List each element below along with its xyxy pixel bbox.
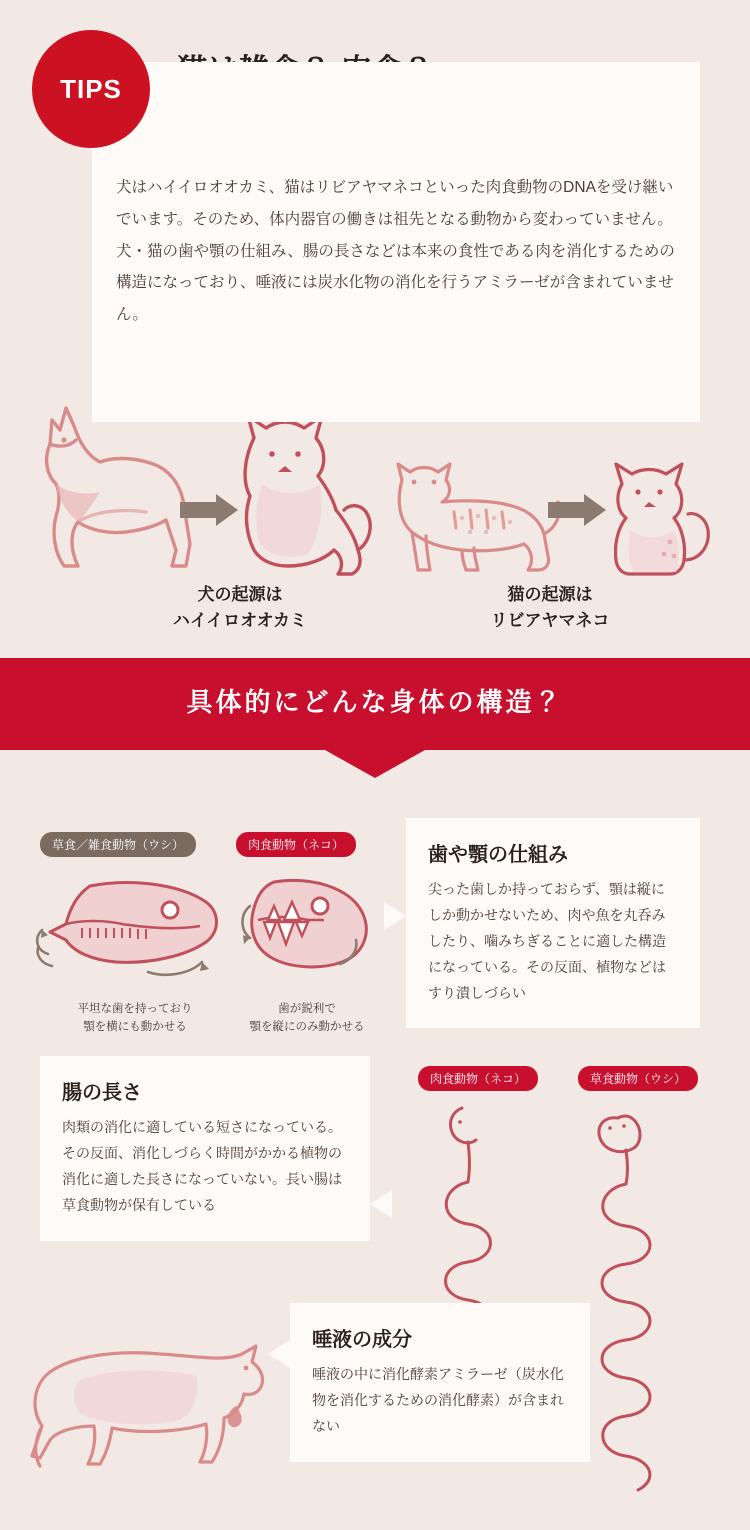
herbivore-skull-caption-line1: 平坦な歯を持っており <box>77 1003 193 1015</box>
dog-origin-caption-line1: 犬の起源は <box>197 585 283 604</box>
dog-icon <box>228 410 388 590</box>
dog-origin-caption <box>90 582 390 635</box>
carnivore-skull-caption-line2: 顎を縦にのみ動かせる <box>249 1021 365 1034</box>
carnivore-skull-caption-line1: 歯が鋭利で <box>278 1003 336 1015</box>
teeth-box-title: 歯や顎の仕組み <box>428 844 568 866</box>
intro-section <box>0 0 750 658</box>
arrow-right-icon-2 <box>548 492 608 528</box>
pill-carnivore-gut: 肉食動物（ネコ） <box>418 1066 538 1091</box>
cat-saliva-icon <box>20 1310 290 1490</box>
teeth-info-box <box>406 818 700 1028</box>
section-banner <box>0 658 750 750</box>
herbivore-skull-caption-line2: 顎を横にも動かせる <box>83 1021 187 1034</box>
tips-badge <box>32 30 150 148</box>
cat-origin-caption <box>400 582 700 635</box>
herbivore-skull-caption <box>40 1000 230 1037</box>
teeth-box-text: 尖った歯しか持っておらず、顎は縦にしか動かせないため、肉や魚を丸呑みしたり、噛みちぎることに適した構造になっている。その反面、植物などはすり潰しづらい <box>428 881 666 1001</box>
intro-body-text: 犬はハイイロオオカミ、猫はリビアヤマネコといった肉食動物のDNAを受け継いでいます。そのため、体内器官の働きは祖先となる動物から変わっていません。犬・猫の歯や顎の仕組み、腸の長さなどは本来の食性である肉を消化するための構造になっており、唾液には炭水化物の消化を行うアミラーゼが含まれていません。 <box>116 179 675 324</box>
cow-intestine-icon <box>580 1098 720 1498</box>
dog-origin-caption-line2: ハイイロオオカミ <box>172 611 308 631</box>
saliva-box-title: 唾液の成分 <box>312 1329 412 1351</box>
banner-notch <box>325 750 425 778</box>
cat-skull-icon <box>228 868 378 998</box>
wildcat-icon <box>388 452 568 582</box>
pill-carnivore-skull: 肉食動物（ネコ） <box>236 832 356 857</box>
saliva-box-pointer <box>268 1340 290 1368</box>
gut-box-title: 腸の長さ <box>62 1082 142 1104</box>
saliva-box-text: 唾液の中に消化酵素アミラーゼ（炭水化物を消化するための消化酵素）が含まれない <box>312 1366 564 1434</box>
cow-skull-icon <box>30 868 230 998</box>
cat-icon <box>600 456 720 586</box>
carnivore-skull-caption <box>232 1000 382 1037</box>
pill-herbivore-gut: 草食動物（ウシ） <box>578 1066 698 1091</box>
gut-info-box <box>40 1056 370 1241</box>
tips-badge-label: TIPS <box>60 73 122 104</box>
cat-origin-caption-line2: リビアヤマネコ <box>490 611 610 631</box>
pill-herbivore-skull: 草食／雑食動物（ウシ） <box>40 832 196 857</box>
section-banner-title: 具体的にどんな身体の構造？ <box>186 687 564 717</box>
teeth-box-pointer <box>384 902 406 930</box>
cat-origin-caption-line1: 猫の起源は <box>507 585 593 604</box>
anatomy-section <box>0 750 750 1530</box>
saliva-info-box <box>290 1303 590 1462</box>
gut-box-text: 肉類の消化に適している短さになっている。その反面、消化しづらく時間がかかる植物の消化に適した長さになっていない。長い腸は草食動物が保有している <box>62 1119 342 1213</box>
gut-box-pointer <box>370 1190 392 1218</box>
